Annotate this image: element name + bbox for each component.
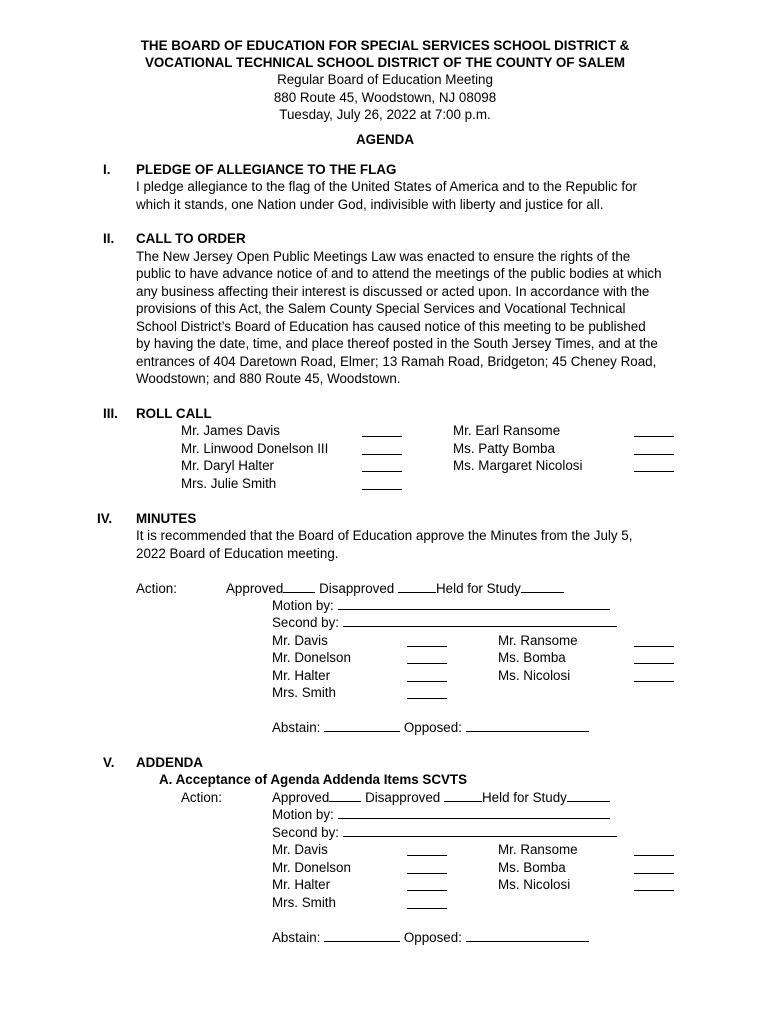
vote-name: Mr. Davis bbox=[272, 842, 328, 857]
second-by-row bbox=[272, 824, 617, 841]
vote-blank[interactable] bbox=[407, 669, 447, 682]
meeting-address: 880 Route 45, Woodstown, NJ 08098 bbox=[273, 90, 497, 105]
vote-name: Mr. Ransome bbox=[498, 842, 578, 857]
vote-blank[interactable] bbox=[634, 878, 674, 891]
vote-name: Ms. Nicolosi bbox=[498, 877, 571, 892]
roll-call-blank[interactable] bbox=[362, 442, 402, 455]
header-line-1: THE BOARD OF EDUCATION FOR SPECIAL SERVICES SCHOOL DISTRICT & bbox=[140, 38, 630, 53]
motion-by-label: Motion by: bbox=[272, 598, 334, 613]
vote-blank[interactable] bbox=[634, 843, 674, 856]
vote-blank[interactable] bbox=[407, 896, 447, 909]
meeting-type: Regular Board of Education Meeting bbox=[277, 72, 493, 87]
vote-blank[interactable] bbox=[634, 669, 674, 682]
action-options bbox=[272, 789, 610, 806]
pledge-line: which it stands, one Nation under God, indivisible with liberty and justice for all. bbox=[136, 197, 604, 212]
call-to-order-line: The New Jersey Open Public Meetings Law was enacted to ensure the rights of the bbox=[136, 249, 631, 264]
disapproved-label: Disapproved bbox=[365, 790, 441, 805]
approved-blank[interactable] bbox=[329, 789, 361, 802]
motion-by-blank[interactable] bbox=[338, 597, 610, 610]
vote-blank[interactable] bbox=[634, 634, 674, 647]
section-title-pledge: PLEDGE OF ALLEGIANCE TO THE FLAG bbox=[136, 162, 397, 177]
section-title-call-to-order: CALL TO ORDER bbox=[136, 231, 246, 246]
minutes-line: It is recommended that the Board of Education approve the Minutes from the July 5, bbox=[136, 528, 633, 543]
held-for-study-blank[interactable] bbox=[567, 789, 610, 802]
agenda-title: AGENDA bbox=[355, 132, 415, 147]
vote-name: Mr. Donelson bbox=[272, 650, 351, 665]
vote-name: Mr. Davis bbox=[272, 633, 328, 648]
section-title-addenda: ADDENDA bbox=[136, 755, 203, 770]
call-to-order-line: provisions of this Act, the Salem County Special Services and Vocational Technical bbox=[136, 301, 626, 316]
vote-blank[interactable] bbox=[634, 861, 674, 874]
vote-name: Ms. Bomba bbox=[498, 860, 566, 875]
abstain-blank[interactable] bbox=[324, 929, 400, 942]
roll-call-name: Mrs. Julie Smith bbox=[181, 476, 277, 491]
abstain-label: Abstain: bbox=[272, 720, 321, 735]
abstain-opposed-row bbox=[272, 719, 589, 736]
vote-blank[interactable] bbox=[407, 634, 447, 647]
held-for-study-label: Held for Study bbox=[435, 581, 521, 596]
disapproved-blank[interactable] bbox=[398, 580, 436, 593]
disapproved-label: Disapproved bbox=[319, 581, 395, 596]
vote-name: Ms. Bomba bbox=[498, 650, 566, 665]
roll-call-name: Ms. Patty Bomba bbox=[453, 441, 555, 456]
action-options bbox=[226, 580, 564, 597]
abstain-opposed-row bbox=[272, 929, 589, 946]
call-to-order-line: Woodstown; and 880 Route 45, Woodstown. bbox=[136, 371, 401, 386]
vote-name: Mr. Donelson bbox=[272, 860, 351, 875]
opposed-label: Opposed: bbox=[403, 930, 462, 945]
vote-blank[interactable] bbox=[407, 651, 447, 664]
call-to-order-line: by having the date, time, and place thereof posted in the South Jersey Times, and at the bbox=[136, 336, 658, 351]
vote-name: Mr. Halter bbox=[272, 668, 331, 683]
meeting-date: Tuesday, July 26, 2022 at 7:00 p.m. bbox=[279, 107, 491, 122]
section-number: II. bbox=[103, 231, 115, 246]
opposed-blank[interactable] bbox=[466, 719, 589, 732]
second-by-label: Second by: bbox=[272, 615, 339, 630]
second-by-row bbox=[272, 614, 617, 631]
header-line-2: VOCATIONAL TECHNICAL SCHOOL DISTRICT OF THE COUNTY OF SALEM bbox=[144, 55, 626, 70]
opposed-blank[interactable] bbox=[466, 929, 589, 942]
vote-name: Mrs. Smith bbox=[272, 895, 336, 910]
vote-name: Mrs. Smith bbox=[272, 685, 336, 700]
action-label: Action: bbox=[181, 790, 222, 805]
call-to-order-line: School District’s Board of Education has caused notice of this meeting to be published bbox=[136, 319, 646, 334]
vote-blank[interactable] bbox=[407, 861, 447, 874]
vote-name: Ms. Nicolosi bbox=[498, 668, 571, 683]
motion-by-row bbox=[272, 597, 610, 614]
approved-label: Approved bbox=[272, 790, 330, 805]
abstain-blank[interactable] bbox=[324, 719, 400, 732]
action-label: Action: bbox=[136, 581, 177, 596]
vote-name: Mr. Halter bbox=[272, 877, 331, 892]
disapproved-blank[interactable] bbox=[444, 789, 482, 802]
motion-by-row bbox=[272, 806, 610, 823]
motion-by-blank[interactable] bbox=[338, 806, 610, 819]
roll-call-name: Ms. Margaret Nicolosi bbox=[453, 458, 583, 473]
pledge-line: I pledge allegiance to the flag of the United States of America and to the Republic for bbox=[136, 179, 637, 194]
call-to-order-line: entrances of 404 Daretown Road, Elmer; 13 Ramah Road, Bridgeton; 45 Cheney Road, bbox=[136, 354, 657, 369]
roll-call-blank[interactable] bbox=[634, 424, 674, 437]
second-by-label: Second by: bbox=[272, 825, 339, 840]
second-by-blank[interactable] bbox=[343, 614, 617, 627]
roll-call-blank[interactable] bbox=[634, 442, 674, 455]
held-for-study-blank[interactable] bbox=[521, 580, 564, 593]
section-number: V. bbox=[103, 755, 115, 770]
section-number: III. bbox=[103, 406, 118, 421]
roll-call-name: Mr. Daryl Halter bbox=[181, 458, 275, 473]
roll-call-name: Mr. Linwood Donelson III bbox=[181, 441, 329, 456]
roll-call-blank[interactable] bbox=[362, 459, 402, 472]
abstain-label: Abstain: bbox=[272, 930, 321, 945]
vote-name: Mr. Ransome bbox=[498, 633, 578, 648]
roll-call-blank[interactable] bbox=[362, 424, 402, 437]
section-number: IV. bbox=[97, 511, 113, 526]
second-by-blank[interactable] bbox=[343, 824, 617, 837]
roll-call-blank[interactable] bbox=[634, 459, 674, 472]
approved-label: Approved bbox=[226, 581, 284, 596]
vote-blank[interactable] bbox=[634, 651, 674, 664]
call-to-order-line: any business affecting their interest is discussed or acted upon. In accordance with the bbox=[136, 284, 650, 299]
approved-blank[interactable] bbox=[283, 580, 315, 593]
vote-blank[interactable] bbox=[407, 686, 447, 699]
vote-blank[interactable] bbox=[407, 843, 447, 856]
section-number: I. bbox=[103, 162, 111, 177]
addenda-item-a: A. Acceptance of Agenda Addenda Items SCVTS bbox=[159, 772, 468, 787]
vote-blank[interactable] bbox=[407, 878, 447, 891]
call-to-order-line: public to have advance notice of and to attend the meetings of the public bodies at which bbox=[136, 266, 662, 281]
held-for-study-label: Held for Study bbox=[481, 790, 567, 805]
motion-by-label: Motion by: bbox=[272, 807, 334, 822]
roll-call-name: Mr. Earl Ransome bbox=[453, 423, 561, 438]
roll-call-blank[interactable] bbox=[362, 477, 402, 490]
roll-call-name: Mr. James Davis bbox=[181, 423, 280, 438]
section-title-minutes: MINUTES bbox=[136, 511, 197, 526]
section-title-roll-call: ROLL CALL bbox=[136, 406, 212, 421]
minutes-line: 2022 Board of Education meeting. bbox=[136, 546, 339, 561]
opposed-label: Opposed: bbox=[403, 720, 462, 735]
